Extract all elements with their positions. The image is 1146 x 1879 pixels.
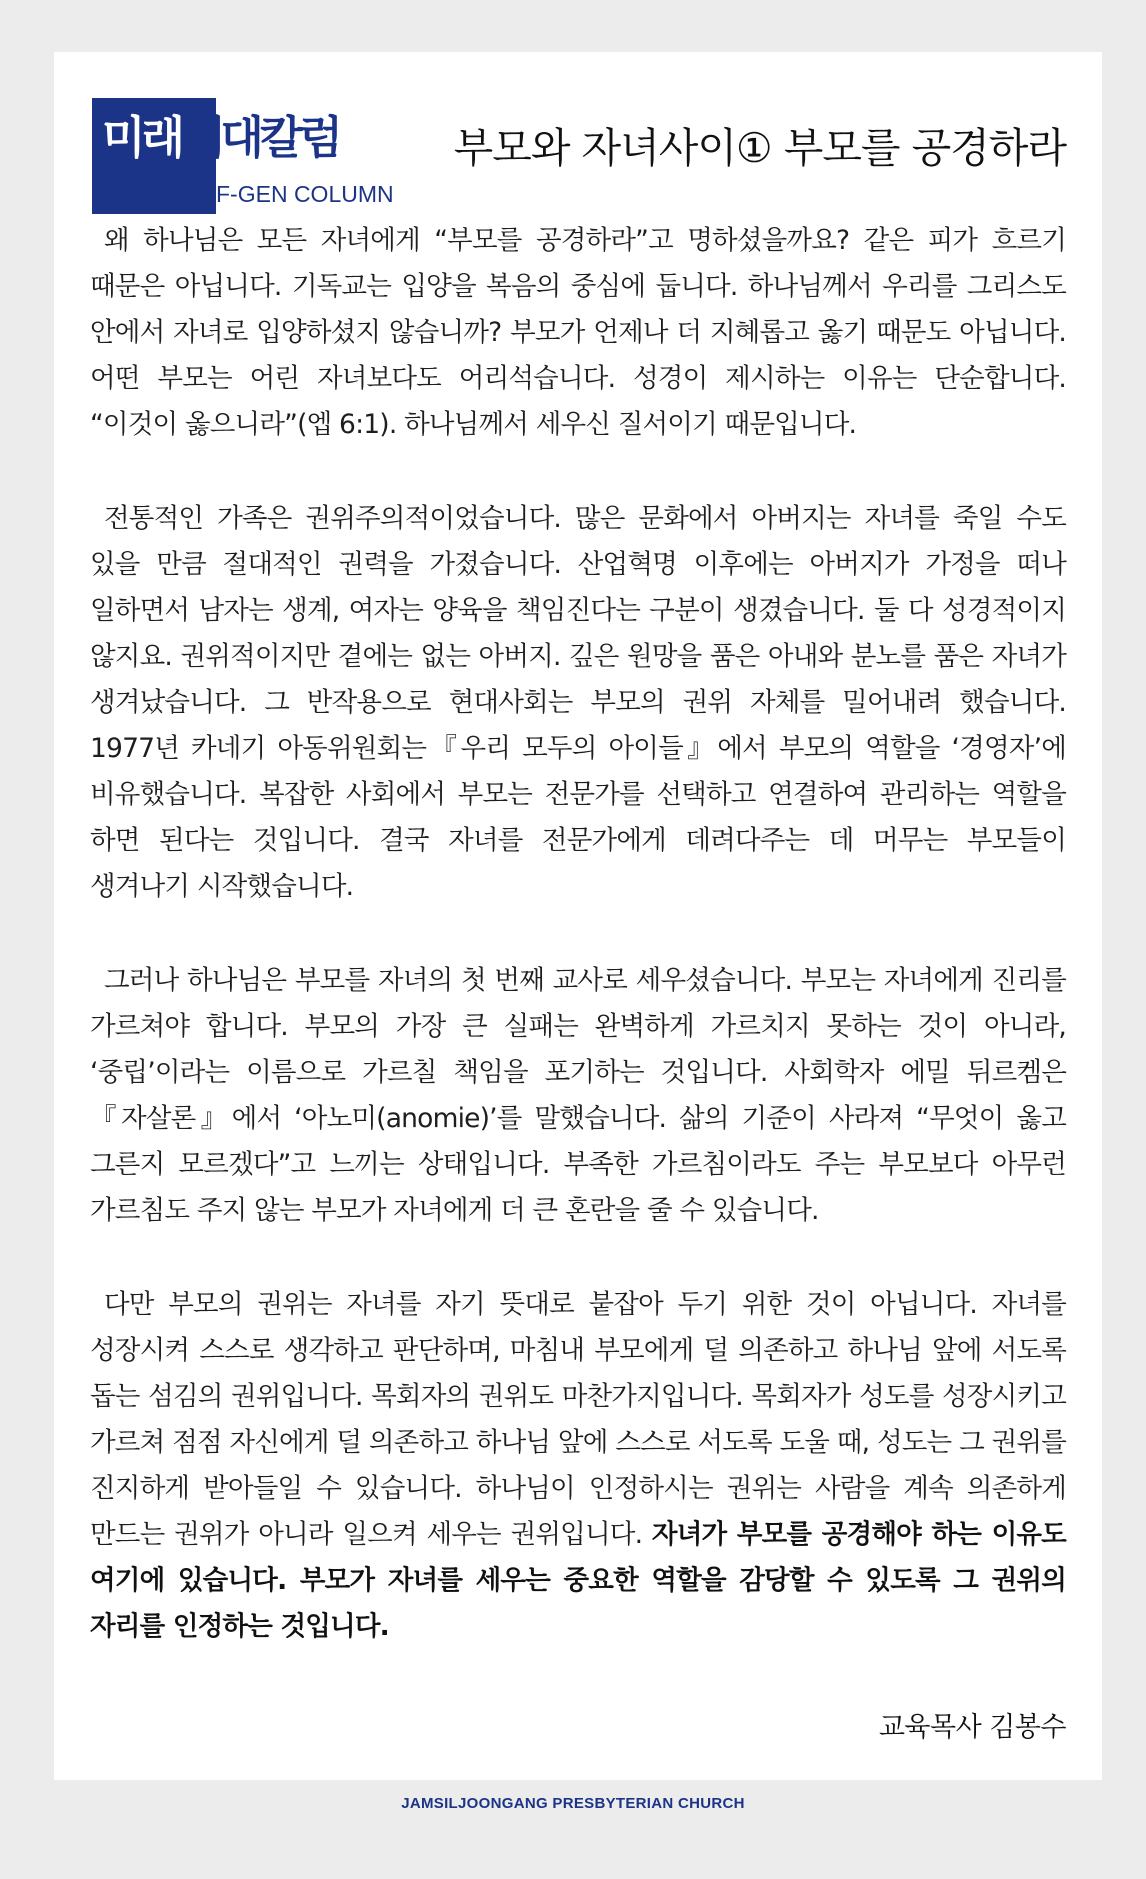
article-paragraph-4 — [90, 1282, 1066, 1650]
column-title: 부모와 자녀사이① 부모를 공경하라 — [453, 124, 1066, 172]
logo-title — [102, 108, 339, 168]
article-paragraph-2: 전통적인 가족은 권위주의적이었습니다. 많은 문화에서 아버지는 자녀를 죽일 수도 있을 만큼 절대적인 권력을 가졌습니다. 산업혁명 이후에는 아버지가 가정을 떠나 일하면서 남자는 생계, 여자는 양육을 책임진다는 구분이 생겼습니다. 둘 다 성경적이지 않지요. 권위적이지만 곁에는 없는 아버지. 깊은 원망을 품은 아내와 분노를 품은 자녀가 생겨났습니다. 그 반작용으로 현대사회는 부모의 권위 자체를 밀어내려 했습니다. 1977년 카네기 아동위원회는『우리 모두의 아이들』에서 부모의 역할을 ‘경영자’에 비유했습니다. 복잡한 사회에서 부모는 전문가를 선택하고 연결하여 관리하는 역할을 하면 된다는 것입니다. 결국 자녀를 전문가에게 데려다주는 데 머무는 부모들이 생겨나기 시작했습니다. — [90, 503, 1066, 902]
article-paragraph-4-emphasis: 자녀가 부모를 공경해야 하는 이유도 여기에 있습니다. 부모가 자녀를 세우는 중요한 역할을 감당할 수 있도록 그 권위의 자리를 인정하는 것입니다. — [90, 1519, 1066, 1642]
column-article — [90, 218, 1066, 1698]
article-paragraph-1: 왜 하나님은 모든 자녀에게 “부모를 공경하라”고 명하셨을까요? 같은 피가 흐르기 때문은 아닙니다. 기독교는 입양을 복음의 중심에 둡니다. 하나님께서 우리를 그리스도 안에서 자녀로 입양하셨지 않습니까? 부모가 언제나 더 지혜롭고 옳기 때문도 아닙니다. 어떤 부모는 어린 자녀보다도 어리석습니다. 성경이 제시하는 이유는 단순합니다. “이것이 옳으니라”(엡 6:1). 하나님께서 세우신 질서이기 때문입니다. — [90, 225, 1066, 440]
church-name-footer: JAMSILJOONGANG PRESBYTERIAN CHURCH — [401, 1795, 745, 1812]
article-paragraph-4-text: 다만 부모의 권위는 자녀를 자기 뜻대로 붙잡아 두기 위한 것이 아닙니다. 자녀를 성장시켜 스스로 생각하고 판단하며, 마침내 부모에게 덜 의존하고 하나님 앞에 서도록 돕는 섬김의 권위입니다. 목회자의 권위도 마찬가지입니다. 목회자가 성도를 성장시키고 가르쳐 점점 자신에게 덜 의존하고 하나님 앞에 스스로 서도록 도울 때, 성도는 그 권위를 진지하게 받아들일 수 있습니다. 하나님이 인정하시는 권위는 사람을 계속 의존하게 만드는 권위가 아니라 일으켜 세우는 권위입니다. — [90, 1289, 1066, 1550]
logo-title-white-part: 미래 — [102, 111, 181, 164]
logo-title-blue-part: 세대칼럼 — [180, 111, 339, 164]
article-paragraph-3: 그러나 하나님은 부모를 자녀의 첫 번째 교사로 세우셨습니다. 부모는 자녀에게 진리를 가르쳐야 합니다. 부모의 가장 큰 실패는 완벽하게 가르치지 못하는 것이 아니라, ‘중립’이라는 이름으로 가르칠 책임을 포기하는 것입니다. 사회학자 에밀 뒤르켐은『자살론』에서 ‘아노미(anomie)’를 말했습니다. 삶의 기준이 사라져 “무엇이 옳고 그른지 모르겠다”고 느끼는 상태입니다. 부족한 가르침이라도 주는 부모보다 아무런 가르침도 주지 않는 부모가 자녀에게 더 큰 혼란을 줄 수 있습니다. — [90, 965, 1066, 1226]
author-signature: 교육목사 김봉수 — [878, 1712, 1066, 1743]
column-sheet — [54, 52, 1102, 1780]
logo-subtitle: F-GEN COLUMN — [216, 181, 394, 207]
column-logo — [92, 98, 394, 214]
